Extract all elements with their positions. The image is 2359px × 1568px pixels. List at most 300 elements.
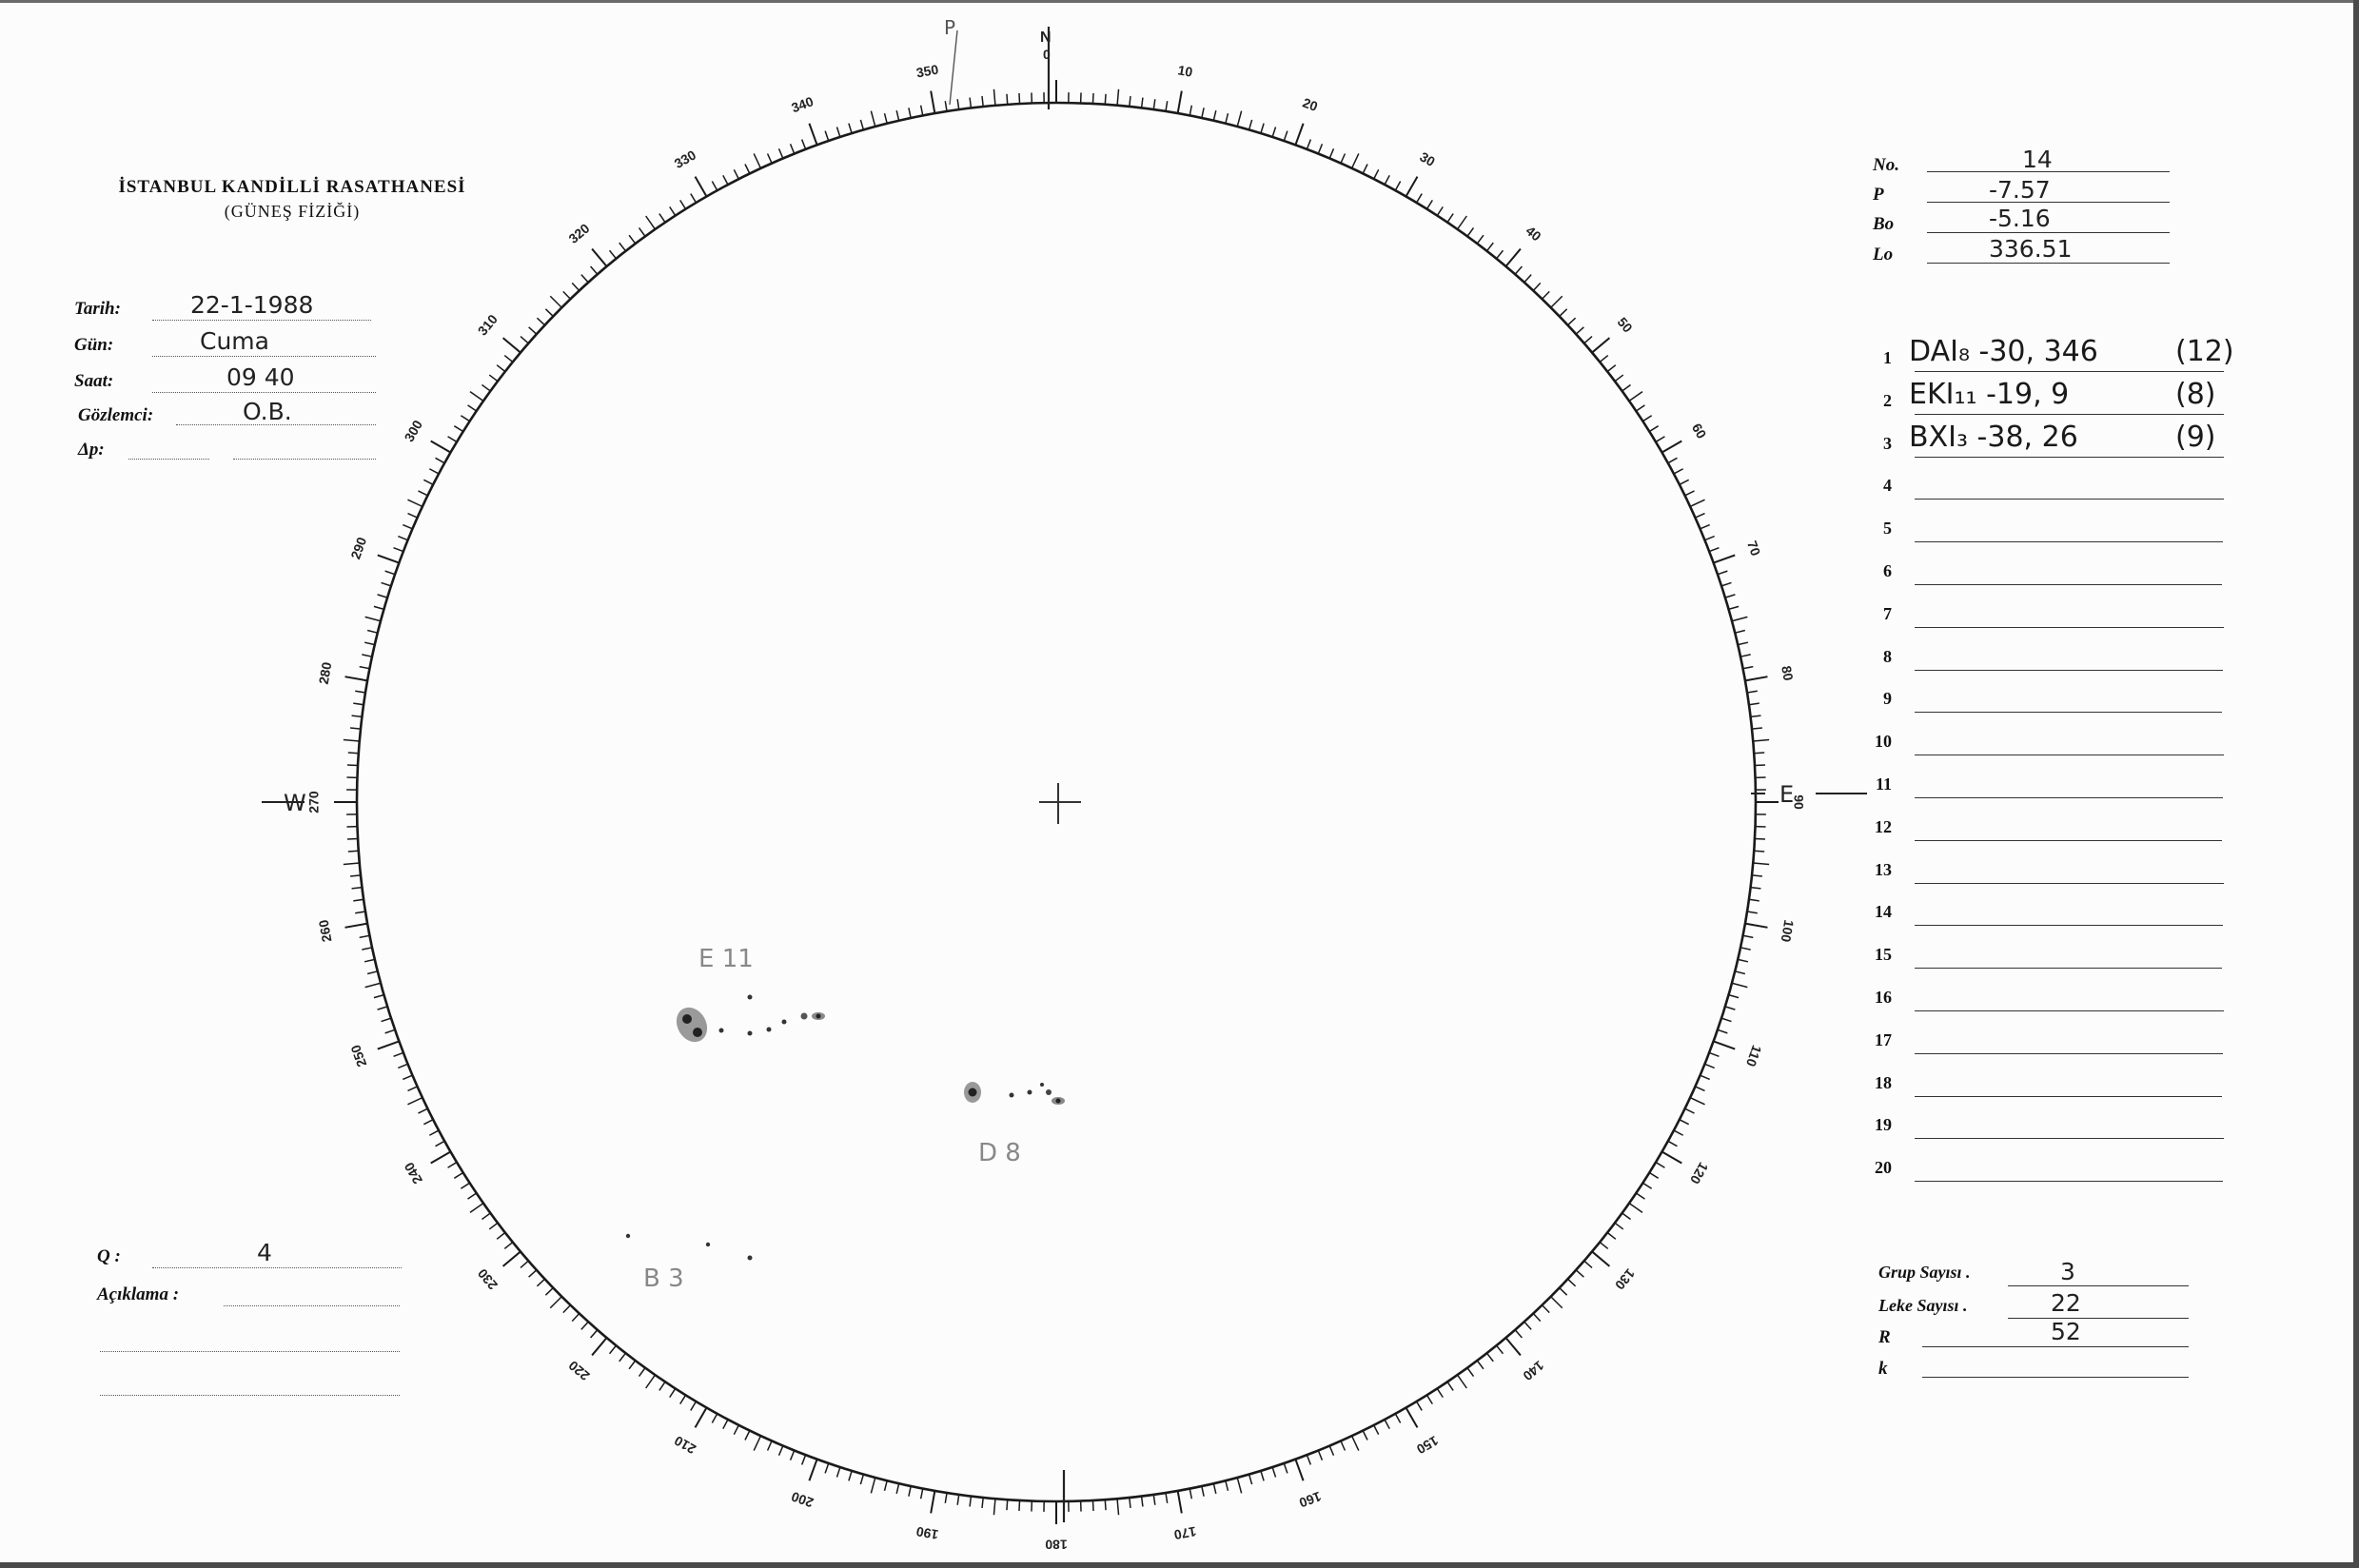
degree-tick bbox=[353, 703, 364, 705]
degree-tick bbox=[1622, 385, 1631, 391]
degree-tick bbox=[1477, 1361, 1484, 1369]
degree-label: 270 bbox=[305, 791, 322, 813]
degree-tick bbox=[398, 537, 407, 540]
degree-tick bbox=[347, 765, 358, 766]
degree-label: 250 bbox=[347, 1043, 370, 1069]
degree-tick bbox=[1714, 1041, 1736, 1049]
degree-tick bbox=[896, 1483, 898, 1494]
degree-tick bbox=[825, 131, 829, 141]
degree-tick bbox=[970, 1497, 971, 1507]
degree-tick bbox=[1437, 206, 1443, 215]
degree-tick bbox=[1458, 1375, 1467, 1388]
degree-tick bbox=[619, 243, 626, 251]
degree-tick bbox=[1284, 131, 1288, 141]
degree-tick bbox=[1092, 93, 1093, 104]
degree-tick bbox=[423, 480, 433, 484]
degree-tick bbox=[407, 1098, 422, 1105]
degree-tick bbox=[352, 715, 363, 716]
degree-tick bbox=[1622, 1213, 1631, 1219]
degree-tick bbox=[629, 235, 636, 244]
grup-label: Grup Sayısı . bbox=[1878, 1263, 1971, 1282]
degree-tick bbox=[957, 99, 959, 109]
degree-tick bbox=[521, 1261, 528, 1267]
degree-tick bbox=[970, 98, 971, 108]
degree-label: 90 bbox=[1791, 794, 1807, 810]
p-label: P bbox=[1873, 185, 1884, 205]
degree-tick bbox=[1178, 91, 1182, 114]
degree-tick bbox=[619, 1353, 626, 1362]
degree-tick bbox=[921, 106, 923, 116]
degree-tick bbox=[1092, 1500, 1093, 1511]
degree-tick bbox=[723, 175, 728, 185]
degree-tick bbox=[696, 177, 707, 197]
degree-tick bbox=[1685, 491, 1695, 496]
degree-tick bbox=[591, 1330, 598, 1338]
degree-tick bbox=[993, 1499, 994, 1515]
degree-tick bbox=[1709, 548, 1719, 552]
degree-tick bbox=[1560, 1288, 1567, 1296]
degree-label: 10 bbox=[1176, 62, 1194, 80]
degree-tick bbox=[1721, 1018, 1731, 1021]
degree-tick bbox=[1341, 153, 1345, 163]
degree-tick bbox=[403, 525, 412, 529]
degree-tick bbox=[482, 1213, 490, 1219]
degree-tick bbox=[1751, 888, 1761, 889]
degree-tick bbox=[1395, 182, 1400, 191]
degree-tick bbox=[1721, 582, 1731, 585]
degree-tick bbox=[659, 214, 665, 223]
degree-label: 320 bbox=[565, 220, 593, 246]
degree-tick bbox=[1249, 1475, 1252, 1485]
degree-tick bbox=[1226, 113, 1229, 124]
degree-tick bbox=[360, 667, 370, 669]
degree-tick bbox=[572, 283, 580, 290]
degree-tick bbox=[418, 1108, 427, 1113]
q-label: Q : bbox=[97, 1246, 121, 1266]
degree-tick bbox=[431, 1152, 451, 1164]
degree-tick bbox=[1745, 924, 1768, 928]
degree-tick bbox=[1261, 1471, 1264, 1481]
group-row-number: 8 bbox=[1883, 646, 1892, 666]
sunspot-group-b bbox=[626, 1234, 753, 1261]
degree-tick bbox=[1732, 617, 1747, 620]
degree-tick bbox=[537, 318, 544, 325]
degree-tick bbox=[1749, 703, 1759, 705]
degree-tick bbox=[470, 1204, 483, 1213]
group-row-number: 15 bbox=[1875, 945, 1892, 965]
degree-tick bbox=[1636, 405, 1644, 411]
degree-tick bbox=[482, 385, 490, 391]
degree-tick bbox=[1735, 971, 1745, 974]
p-value: -7.57 bbox=[1989, 176, 2051, 204]
degree-label: 200 bbox=[789, 1488, 816, 1511]
degree-tick bbox=[745, 164, 750, 173]
degree-tick bbox=[1674, 1130, 1683, 1135]
degree-tick bbox=[1568, 1279, 1576, 1286]
degree-tick bbox=[849, 124, 852, 134]
degree-tick bbox=[1117, 1499, 1118, 1515]
degree-tick bbox=[563, 1305, 571, 1313]
degree-tick bbox=[1237, 1478, 1241, 1493]
saat-value: 09 40 bbox=[226, 363, 295, 391]
degree-tick bbox=[1019, 1500, 1020, 1511]
degree-tick bbox=[1284, 1463, 1288, 1473]
degree-tick bbox=[348, 753, 359, 754]
degree-tick bbox=[1742, 667, 1753, 669]
degree-tick bbox=[407, 500, 422, 506]
degree-tick bbox=[1487, 243, 1494, 251]
degree-tick bbox=[1385, 1420, 1389, 1429]
degree-tick bbox=[591, 266, 598, 274]
degree-label: 50 bbox=[1614, 314, 1636, 336]
degree-tick bbox=[779, 148, 783, 158]
degree-tick bbox=[545, 1288, 553, 1296]
group-row-entry: BXI₃ -38, 26 bbox=[1909, 420, 2078, 454]
degree-tick bbox=[563, 291, 571, 299]
group-row-number: 1 bbox=[1883, 348, 1892, 367]
degree-tick bbox=[1551, 296, 1563, 307]
degree-tick bbox=[382, 582, 391, 585]
degree-tick bbox=[712, 182, 717, 191]
degree-tick bbox=[1551, 1297, 1563, 1308]
degree-tick bbox=[454, 1172, 462, 1178]
degree-tick bbox=[1497, 250, 1504, 259]
degree-label: 280 bbox=[315, 660, 335, 686]
degree-tick bbox=[1524, 1322, 1531, 1329]
degree-tick bbox=[431, 441, 451, 453]
degree-tick bbox=[550, 1297, 561, 1308]
degree-tick bbox=[355, 911, 365, 913]
degree-tick bbox=[1738, 642, 1748, 644]
bo-label: Bo bbox=[1873, 214, 1895, 234]
degree-tick bbox=[691, 194, 697, 203]
gun-value: Cuma bbox=[200, 327, 269, 355]
degree-tick bbox=[1568, 318, 1576, 325]
degree-tick bbox=[1738, 959, 1748, 961]
group-row-number: 5 bbox=[1883, 519, 1892, 539]
degree-tick bbox=[1166, 101, 1168, 111]
degree-tick bbox=[1329, 1446, 1333, 1456]
sunspot-group-e bbox=[671, 995, 825, 1048]
degree-tick bbox=[1752, 728, 1762, 729]
degree-tick bbox=[470, 392, 483, 402]
degree-tick bbox=[1458, 216, 1467, 229]
degree-label: 310 bbox=[474, 311, 501, 339]
degree-label: 260 bbox=[315, 918, 335, 944]
degree-tick bbox=[1629, 1204, 1642, 1213]
sunspot-group-d bbox=[964, 1082, 1065, 1105]
degree-tick bbox=[1576, 1270, 1583, 1277]
group-row-number: 18 bbox=[1875, 1072, 1892, 1092]
degree-tick bbox=[849, 1471, 852, 1481]
degree-tick bbox=[754, 153, 760, 167]
degree-tick bbox=[429, 1130, 439, 1135]
degree-tick bbox=[1295, 1460, 1303, 1481]
degree-tick bbox=[836, 127, 839, 137]
no-value: 14 bbox=[2022, 146, 2053, 173]
degree-tick bbox=[1166, 1493, 1168, 1503]
degree-tick bbox=[909, 108, 911, 118]
degree-tick bbox=[1704, 537, 1714, 540]
degree-tick bbox=[629, 1361, 636, 1369]
degree-tick bbox=[1363, 164, 1367, 173]
degree-tick bbox=[809, 1460, 816, 1481]
group-row-number: 17 bbox=[1875, 1029, 1892, 1049]
degree-tick bbox=[353, 899, 364, 901]
degree-tick bbox=[896, 110, 898, 121]
degree-tick bbox=[1295, 124, 1303, 146]
group-row-entry: DAI₈ -30, 346 bbox=[1909, 335, 2098, 368]
degree-tick bbox=[921, 1488, 923, 1499]
degree-label: 120 bbox=[1686, 1160, 1712, 1187]
degree-label: 210 bbox=[671, 1432, 698, 1458]
degree-tick bbox=[1674, 469, 1683, 474]
group-row-count: (9) bbox=[2175, 420, 2216, 454]
degree-tick bbox=[1752, 875, 1762, 876]
tarih-label: Tarih: bbox=[74, 299, 121, 319]
degree-tick bbox=[364, 959, 375, 961]
degree-tick bbox=[1189, 1488, 1191, 1499]
degree-tick bbox=[1487, 1353, 1494, 1362]
degree-tick bbox=[1272, 127, 1275, 137]
degree-tick bbox=[860, 120, 863, 130]
lo-label: Lo bbox=[1873, 245, 1894, 265]
degree-tick bbox=[1732, 983, 1747, 987]
degree-tick bbox=[503, 1251, 521, 1265]
degree-tick bbox=[982, 1498, 983, 1508]
degree-tick bbox=[347, 838, 358, 839]
degree-tick bbox=[1213, 110, 1215, 121]
degree-tick bbox=[1745, 676, 1768, 680]
degree-tick bbox=[1592, 1251, 1609, 1265]
degree-tick bbox=[344, 863, 360, 864]
gozlemci-value: O.B. bbox=[243, 398, 292, 425]
degree-tick bbox=[1729, 995, 1740, 998]
degree-tick bbox=[1753, 863, 1769, 864]
degree-tick bbox=[670, 206, 676, 215]
degree-tick bbox=[374, 606, 384, 609]
grup-value: 3 bbox=[2060, 1258, 2075, 1285]
degree-tick bbox=[1447, 214, 1453, 223]
degree-tick bbox=[791, 1450, 795, 1460]
degree-tick bbox=[362, 948, 372, 950]
degree-tick bbox=[1592, 338, 1609, 352]
institution-title: İSTANBUL KANDİLLİ RASATHANESİ bbox=[118, 177, 466, 197]
degree-tick bbox=[345, 924, 368, 928]
degree-tick bbox=[1477, 235, 1484, 244]
degree-tick bbox=[610, 1345, 617, 1354]
group-row-number: 13 bbox=[1875, 859, 1892, 879]
degree-tick bbox=[1600, 356, 1608, 363]
degree-tick bbox=[403, 1075, 412, 1079]
degree-tick bbox=[378, 595, 388, 598]
degree-tick bbox=[871, 111, 875, 127]
degree-tick bbox=[982, 96, 983, 107]
degree-tick bbox=[448, 437, 457, 442]
degree-tick bbox=[1662, 441, 1682, 453]
r-value: 52 bbox=[2051, 1318, 2081, 1345]
east-label: E bbox=[1779, 781, 1795, 808]
degree-tick bbox=[1700, 1075, 1710, 1079]
degree-label: 130 bbox=[1612, 1265, 1639, 1293]
degree-tick bbox=[1202, 1486, 1204, 1497]
degree-tick bbox=[1690, 1098, 1704, 1105]
degree-tick bbox=[1329, 148, 1333, 158]
degree-tick bbox=[1426, 200, 1432, 208]
degree-tick bbox=[1341, 1441, 1345, 1450]
q-value: 4 bbox=[257, 1239, 272, 1266]
degree-label: 230 bbox=[474, 1265, 501, 1293]
degree-label: 60 bbox=[1688, 421, 1710, 441]
degree-tick bbox=[1725, 595, 1736, 598]
degree-label: 20 bbox=[1300, 94, 1320, 114]
degree-tick bbox=[1374, 169, 1379, 179]
degree-tick bbox=[1755, 838, 1765, 839]
degree-tick bbox=[382, 1018, 391, 1021]
degree-tick bbox=[1505, 1338, 1520, 1355]
degree-tick bbox=[802, 140, 806, 149]
degree-tick bbox=[1307, 1455, 1310, 1464]
degree-tick bbox=[1725, 1007, 1736, 1009]
degree-tick bbox=[348, 851, 359, 852]
degree-label: 350 bbox=[914, 61, 940, 81]
degree-tick bbox=[367, 971, 378, 974]
degree-tick bbox=[592, 1338, 606, 1355]
degree-tick bbox=[1105, 94, 1106, 105]
degree-tick bbox=[385, 1029, 395, 1033]
degree-tick bbox=[461, 416, 469, 421]
degree-label: 290 bbox=[347, 535, 370, 561]
degree-tick bbox=[871, 1478, 875, 1493]
degree-tick bbox=[489, 1223, 498, 1229]
degree-tick bbox=[355, 691, 365, 693]
degree-tick bbox=[836, 1467, 839, 1477]
degree-tick bbox=[931, 1491, 934, 1514]
degree-tick bbox=[1754, 753, 1764, 754]
degree-tick bbox=[659, 1382, 665, 1390]
degree-tick bbox=[365, 983, 381, 987]
degree-tick bbox=[696, 1408, 707, 1428]
north-zero: 0 bbox=[1043, 47, 1051, 62]
degree-tick bbox=[1249, 120, 1252, 130]
degree-tick bbox=[1700, 525, 1710, 529]
degree-tick bbox=[1352, 153, 1359, 167]
degree-label: 110 bbox=[1742, 1043, 1765, 1069]
degree-tick bbox=[1668, 1141, 1678, 1146]
degree-tick bbox=[1685, 1108, 1695, 1113]
tarih-value: 22-1-1988 bbox=[190, 291, 314, 319]
degree-labels bbox=[306, 62, 1807, 1553]
degree-tick bbox=[639, 227, 645, 236]
degree-tick bbox=[1543, 1305, 1550, 1313]
degree-tick bbox=[1117, 89, 1118, 106]
degree-label: 150 bbox=[1414, 1432, 1442, 1458]
degree-tick bbox=[639, 1368, 645, 1377]
degree-tick bbox=[691, 1401, 697, 1410]
degree-tick bbox=[378, 1007, 388, 1009]
degree-tick bbox=[407, 514, 417, 518]
degree-tick bbox=[734, 1425, 738, 1435]
degree-tick bbox=[734, 169, 738, 179]
degree-label: 190 bbox=[914, 1523, 940, 1543]
degree-tick bbox=[1584, 337, 1592, 343]
degree-tick bbox=[1607, 365, 1616, 372]
degree-tick bbox=[1437, 1388, 1443, 1397]
degree-tick bbox=[610, 250, 617, 259]
degree-tick bbox=[993, 89, 994, 106]
degree-tick bbox=[1226, 1480, 1229, 1491]
degree-tick bbox=[374, 995, 384, 998]
degree-tick bbox=[1533, 283, 1541, 290]
gozlemci-label: Gözlemci: bbox=[78, 405, 154, 425]
saat-label: Saat: bbox=[74, 371, 114, 391]
degree-tick bbox=[1753, 739, 1769, 740]
degree-tick bbox=[1656, 437, 1664, 442]
degree-tick bbox=[378, 1041, 400, 1049]
degree-label: 240 bbox=[401, 1160, 426, 1187]
degree-tick bbox=[1533, 1314, 1541, 1322]
degree-tick bbox=[1649, 1172, 1658, 1178]
degree-tick bbox=[825, 1463, 829, 1473]
department-title: (GÜNEŞ FİZİĞİ) bbox=[224, 202, 361, 221]
degree-tick bbox=[550, 296, 561, 307]
degree-tick bbox=[1318, 144, 1322, 153]
degree-tick bbox=[1740, 655, 1751, 657]
degree-tick bbox=[1395, 1414, 1400, 1423]
degree-label: 220 bbox=[565, 1358, 593, 1384]
group-row-number: 6 bbox=[1883, 561, 1892, 580]
degree-tick bbox=[454, 426, 462, 432]
degree-tick bbox=[768, 1441, 772, 1450]
degree-tick bbox=[497, 365, 505, 372]
degree-tick bbox=[779, 1446, 783, 1456]
degree-tick bbox=[945, 101, 947, 111]
group-row-count: (8) bbox=[2175, 377, 2216, 411]
degree-label: 140 bbox=[1520, 1358, 1547, 1384]
degree-tick bbox=[1754, 851, 1764, 852]
degree-tick bbox=[350, 875, 361, 876]
degree-tick bbox=[1007, 1499, 1008, 1510]
degree-tick bbox=[1704, 1064, 1714, 1068]
degree-tick bbox=[378, 555, 400, 562]
degree-tick bbox=[468, 405, 477, 411]
degree-tick bbox=[1406, 177, 1418, 197]
degree-label: 160 bbox=[1297, 1488, 1324, 1511]
degree-tick bbox=[468, 1193, 477, 1199]
degree-tick bbox=[1695, 1087, 1704, 1090]
degree-tick bbox=[1560, 309, 1567, 317]
degree-tick bbox=[1642, 1183, 1651, 1188]
degree-tick bbox=[1642, 416, 1651, 421]
degree-tick bbox=[1515, 266, 1522, 274]
degree-tick bbox=[1718, 1029, 1727, 1033]
degree-tick bbox=[1735, 631, 1745, 634]
degree-tick bbox=[398, 1064, 407, 1068]
degree-tick bbox=[1747, 911, 1758, 913]
leke-label: Leke Sayısı . bbox=[1878, 1296, 1968, 1315]
group-label-d: D 8 bbox=[978, 1139, 1021, 1167]
group-row-number: 11 bbox=[1875, 774, 1892, 794]
degree-tick bbox=[350, 728, 361, 729]
k-label: k bbox=[1878, 1359, 1888, 1379]
degree-tick bbox=[1615, 375, 1623, 382]
degree-tick bbox=[1467, 227, 1473, 236]
north-label: N bbox=[1040, 29, 1052, 46]
group-row-entry: EKI₁₁ -19, 9 bbox=[1909, 377, 2070, 411]
degree-tick bbox=[1751, 715, 1761, 716]
degree-tick bbox=[1649, 426, 1658, 432]
degree-tick bbox=[592, 249, 606, 266]
